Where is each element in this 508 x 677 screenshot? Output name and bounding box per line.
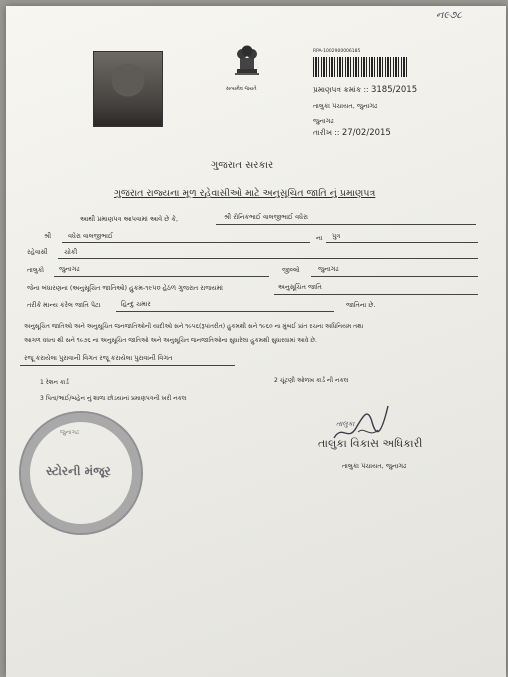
taluka-underline xyxy=(54,276,269,277)
father-prefix: શ્રી xyxy=(44,232,52,240)
signature-handwritten: તાલુકા xyxy=(336,420,355,428)
taluka-value: જુનાગઢ xyxy=(59,265,80,273)
name-underline xyxy=(216,224,476,225)
caste-suffix: જાતિના છે. xyxy=(346,301,376,309)
father-underline xyxy=(62,242,310,243)
seal-ring-text: જુનાગઢ xyxy=(60,429,79,436)
header-taluka-panchayat: તાલુકા પંચાયત, જુનાગઢ xyxy=(313,102,378,110)
resident-value: ચોકી xyxy=(64,248,78,256)
relation-underline xyxy=(326,242,478,243)
barcode xyxy=(313,57,408,77)
signatory-office: તાલુકા પંચાયત, જુનાગઢ xyxy=(342,462,407,470)
cert-number-row xyxy=(313,85,417,95)
cert-number-label: પ્રમાણપત્ર ક્રમાંક :: xyxy=(313,85,369,94)
district-underline xyxy=(311,276,478,277)
documents-heading-underline xyxy=(20,365,235,366)
category-underline xyxy=(274,294,478,295)
document-item-1: 1 રેશન કાર્ડ xyxy=(40,379,69,386)
state-title: ગુજરાત સરકાર xyxy=(211,160,274,171)
applicant-photo xyxy=(93,51,163,127)
recognized-label: તરીકે માન્ય કરેલ જાતિ પેટા xyxy=(27,301,101,309)
relation-value: પુત્ર xyxy=(332,232,341,240)
taluka-label: તાલુકો xyxy=(27,266,45,274)
date-row xyxy=(313,128,391,138)
seal-text: સ્ટોરની મંજૂર xyxy=(46,464,111,478)
applicant-name: શ્રી રોનિકભાઈ વાલજીભાઈ વધેરા xyxy=(224,213,309,221)
district-value: જુનાગઢ xyxy=(318,265,339,273)
paragraph-line-2: આગળ વધતા થી સને ૧૯૭૬ ના અનુસૂચિત જાતિઓ અને અનુસૂચિત જનજાતિઓના સુધારેલા હુકમથી સુધારવામાં આવે છે. xyxy=(24,337,317,344)
emblem-caption: સત્યમેવ જયતે xyxy=(226,86,257,92)
cert-number: 3185/2015 xyxy=(370,85,418,95)
certificate-title: ગુજરાત રાજ્યના મૂળ રહેવાસીઓ માટે અનુસૂચિત જાતિ નું પ્રમાણપત્ર xyxy=(114,188,376,199)
issued-to-label: આથી પ્રમાણપત્ર આપવામાં આવે છે કે, xyxy=(80,215,179,223)
documents-heading: રજૂ કરાયેલા પુરાવાની વિગત રજૂ કરાયેલા પુરાવાની વિગત xyxy=(24,354,173,362)
serial-number: ન૯૭૮ xyxy=(436,10,462,21)
paragraph-line-1: અનુસૂચિત જાતિઓ અને અનુસૂચિત જનજાતિઓની યાદીઓ સને ૧૯૫૬(રૂપાંતરીત) હુકમથી સને ૧૯૬૦ ના મુંબઈ પ્રાંત રચના અધિનિયમ તથા xyxy=(24,323,364,330)
document-item-3: 3 પિતા/ભાઈ/બહેન નું શાળા છોડયાનાં પ્રમાણપત્રની ખરી નકલ xyxy=(40,395,187,402)
signatory-title: તાલુકા વિકાસ અધિકારી xyxy=(318,437,423,450)
district-label: જીલ્લો xyxy=(282,266,300,274)
certificate-page xyxy=(6,6,506,677)
header-place: જુનાગઢ xyxy=(313,117,334,125)
caste-value: હિન્દુ ચમાર xyxy=(121,300,151,308)
resident-label: રહેવાસી xyxy=(27,248,48,256)
date-label: તારીખ :: xyxy=(313,128,340,137)
father-name: વધેરા વાલજીભાઈ xyxy=(68,232,114,240)
caste-underline xyxy=(116,311,334,312)
resident-underline xyxy=(58,258,478,259)
document-item-2: 2 ચૂંટણી ઓળખ કાર્ડ ની નકલ xyxy=(274,377,349,384)
category: અનુસૂચિત જાતિ xyxy=(278,283,322,291)
relation-label: ના xyxy=(316,234,323,242)
notification-text: જેના બંધારણના (અનુસૂચિત જાતિઓ) હુકમ-૧૯૫૦ હેઠળ ગુજરાત રાજયમાં xyxy=(27,284,223,292)
barcode-text: RPA-1002900006185 xyxy=(313,49,361,54)
state-emblem-icon xyxy=(229,42,265,82)
issue-date: 27/02/2015 xyxy=(341,128,391,138)
